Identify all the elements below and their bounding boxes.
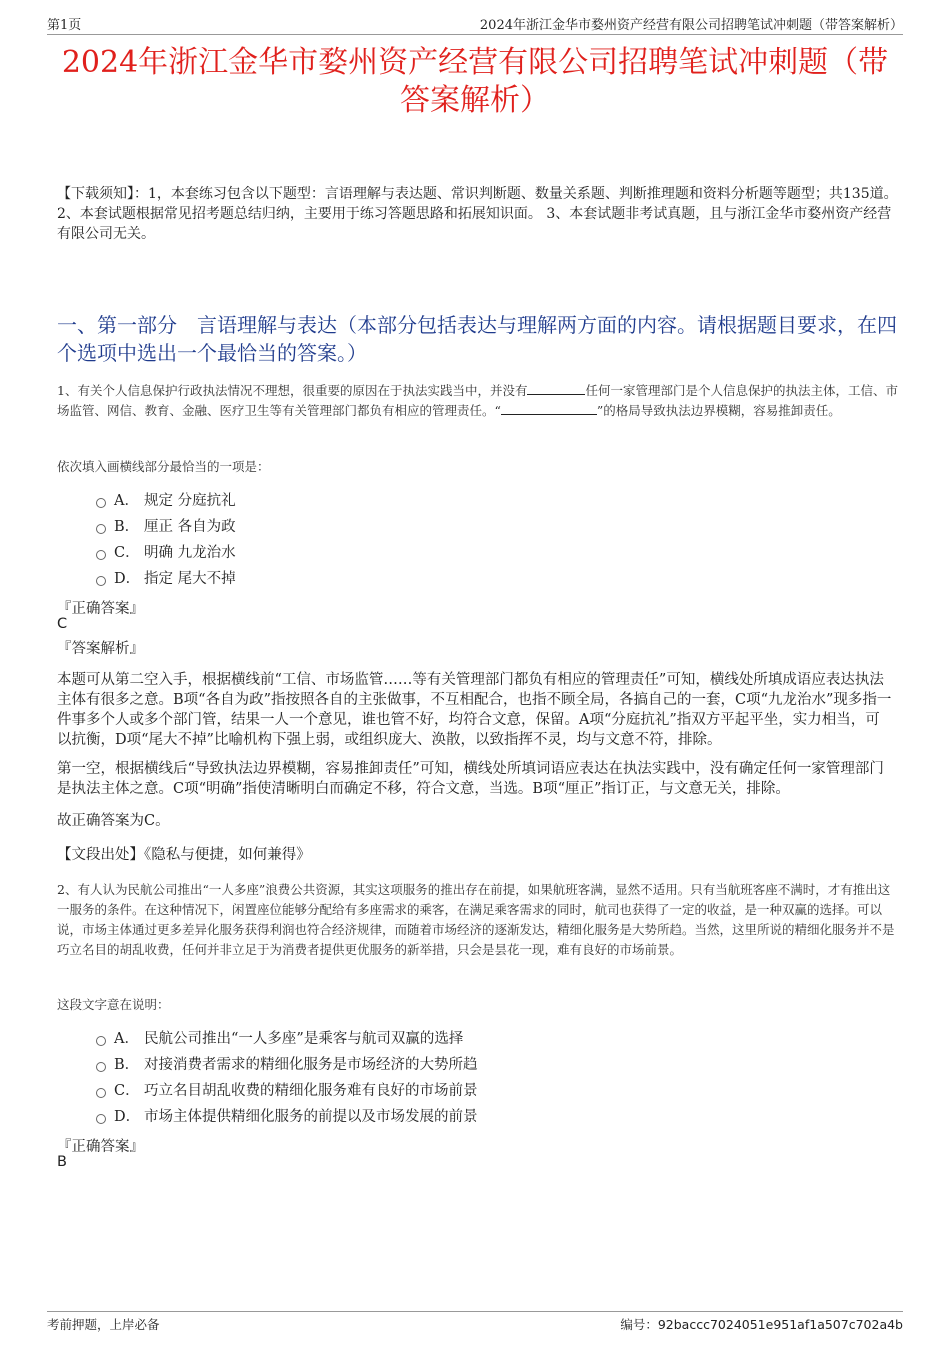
option-c[interactable]: C． 明确 九龙治水	[96, 540, 236, 566]
answer-value: C	[57, 616, 68, 632]
source-citation: 【文段出处】《隐私与便捷，如何兼得》	[57, 847, 311, 863]
radio-icon[interactable]	[96, 550, 106, 560]
answer-label: 『正确答案』	[57, 1139, 144, 1155]
radio-icon[interactable]	[96, 1114, 106, 1124]
option-a[interactable]: A． 民航公司推出“一人多座”是乘客与航司双赢的选择	[96, 1026, 478, 1052]
header-doc-title: 2024年浙江金华市婺州资产经营有限公司招聘笔试冲刺题（带答案解析）	[479, 18, 903, 33]
page-footer	[47, 1311, 903, 1334]
answer-value: B	[57, 1154, 67, 1170]
analysis-paragraph: 第一空，根据横线后“导致执法边界模糊，容易推卸责任”可知，横线处所填词语应表达在执法实践中，没有确定任何一家管理部门是执法主体之意。C项“明确”指使清晰明白而确定不移，符合文意，当选。B项“厘正”指订正，与文意无关，排除。	[57, 761, 884, 797]
page-header	[47, 14, 903, 35]
option-d[interactable]: D． 指定 尾大不掉	[96, 566, 236, 592]
radio-icon[interactable]	[96, 1088, 106, 1098]
question-1-prompt: 依次填入画横线部分最恰当的一项是：	[57, 459, 270, 474]
question-2-options	[96, 1026, 478, 1130]
page-number: 第1页	[47, 18, 82, 33]
option-b[interactable]: B． 对接消费者需求的精细化服务是市场经济的大势所趋	[96, 1052, 478, 1078]
section-title: 一、第一部分 言语理解与表达（本部分包括表达与理解两方面的内容。请根据题目要求，在四个选项中选出一个最恰当的答案。）	[57, 313, 897, 365]
analysis-conclusion: 故正确答案为C。	[57, 813, 170, 829]
radio-icon[interactable]	[96, 498, 106, 508]
answer-label: 『正确答案』	[57, 601, 144, 617]
radio-icon[interactable]	[96, 576, 106, 586]
blank-1	[527, 382, 585, 395]
footer-code: 编号：92baccc7024051e951af1a507c702a4b	[620, 1317, 903, 1332]
question-1-text: 1、有关个人信息保护行政执法情况不理想，很重要的原因在于执法实践当中，并没有 任何一家管理部门是个人信息保护的执法主体，工信、市场监管、网信、教育、金融、医疗卫生等有关管理部门都负有相应的管理责任。“ ”的格局导致执法边界模糊，容易推卸责任。	[57, 383, 898, 418]
question-2-prompt: 这段文字意在说明：	[57, 997, 170, 1012]
radio-icon[interactable]	[96, 1062, 106, 1072]
blank-2	[501, 402, 597, 415]
radio-icon[interactable]	[96, 524, 106, 534]
analysis-paragraph: 本题可从第二空入手，根据横线前“工信、市场监管……等有关管理部门都负有相应的管理责任”可知，横线处所填成语应表达执法主体有很多之意。B项“各自为政”指按照各自的主张做事，不互相配合，也指不顾全局，各搞自己的一套，C项“九龙治水”现多指一件事多个人或多个部门管，结果一人一个意见，谁也管不好，均符合文意，保留。A项“分庭抗礼”指双方平起平坐，实力相当，可以抗衡，D项“尾大不掉”比喻机构下强上弱，或组织庞大、涣散，以致指挥不灵，均与文意不符，排除。	[57, 672, 892, 748]
footer-slogan: 考前押题，上岸必备	[47, 1317, 160, 1332]
option-b[interactable]: B． 厘正 各自为政	[96, 514, 236, 540]
analysis-label: 『答案解析』	[57, 641, 144, 657]
option-a[interactable]: A． 规定 分庭抗礼	[96, 488, 236, 514]
option-d[interactable]: D． 市场主体提供精细化服务的前提以及市场发展的前景	[96, 1104, 478, 1130]
question-2-text: 2、有人认为民航公司推出“一人多座”浪费公共资源，其实这项服务的推出存在前提，如果航班客满，显然不适用。只有当航班客座不满时，才有推出这一服务的条件。在这种情况下，闲置座位能够分配给有多座需求的乘客，在满足乘客需求的同时，航司也获得了一定的收益，是一种双赢的选择。可以说，市场主体通过更多差异化服务获得利润也符合经济规律，而随着市场经济的逐渐发达，精细化服务是大势所趋。当然，这里所说的精细化服务并不是巧立名目的胡乱收费，任何并非立足于为消费者提供更优服务的新举措，只会是昙花一现，难有良好的市场前景。	[57, 882, 895, 957]
download-notice: 【下载须知】：1，本套练习包含以下题型：言语理解与表达题、常识判断题、数量关系题、判断推理题和资料分析题等题型；共135道。 2、本套试题根据常见招考题总结归纳，主要用于练习答题思路和拓展知识面。 3、本套试题非考试真题，且与浙江金华市婺州资产经营有限公司无关。	[57, 186, 898, 242]
document-title: 2024年浙江金华市婺州资产经营有限公司招聘笔试冲刺题（带答案解析）	[61, 45, 889, 118]
radio-icon[interactable]	[96, 1036, 106, 1046]
option-c[interactable]: C． 巧立名目胡乱收费的精细化服务难有良好的市场前景	[96, 1078, 478, 1104]
question-1-options	[96, 488, 236, 592]
